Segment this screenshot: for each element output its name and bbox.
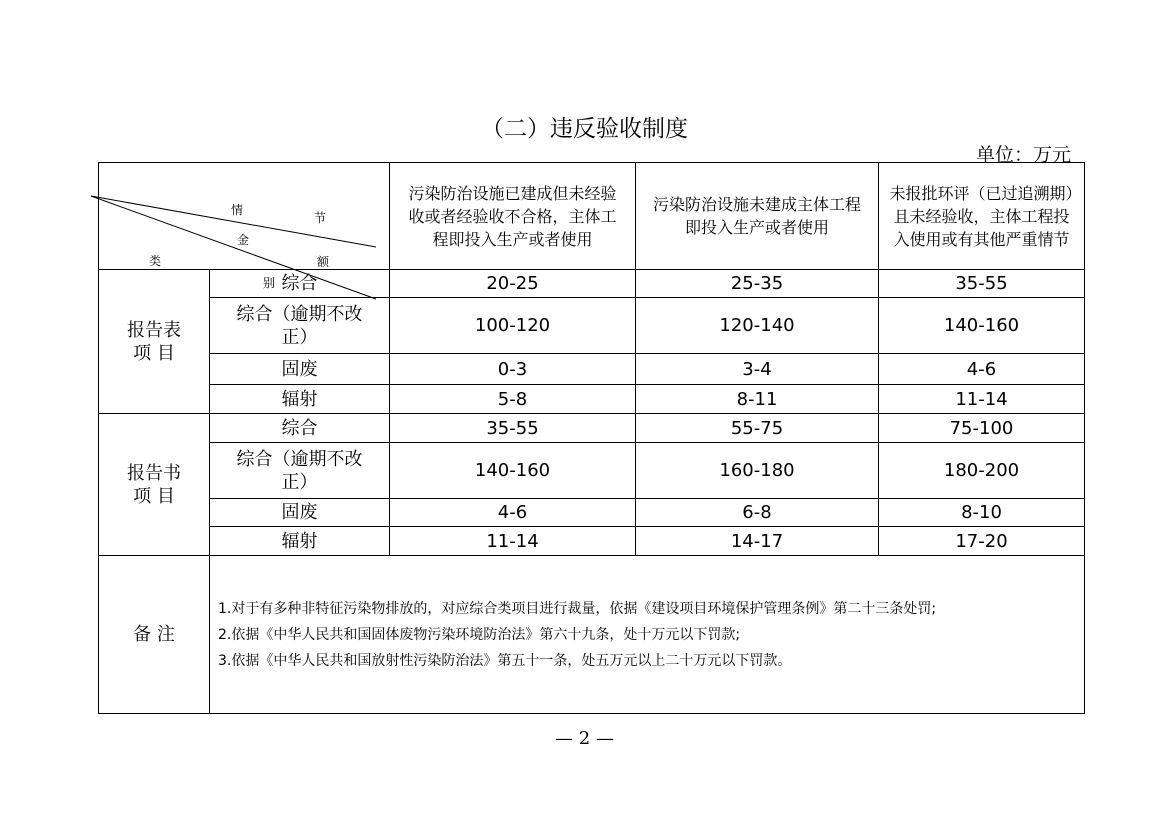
unit-label: 单位：万元 xyxy=(975,144,1071,166)
row-label: 固废 xyxy=(210,499,390,527)
row-label: 固废 xyxy=(210,354,390,385)
penalty-table xyxy=(98,162,1085,714)
value-cell: 17-20 xyxy=(879,527,1085,556)
value-cell: 35-55 xyxy=(879,270,1085,298)
row-label: 辐射 xyxy=(210,527,390,556)
value-cell: 35-55 xyxy=(390,414,636,443)
row-label: 综合 xyxy=(210,270,390,298)
row-label: 综合（逾期不改正） xyxy=(210,443,390,499)
note-item-2: 2.依据《中华人民共和国固体废物污染环境防治法》第六十九条，处十万元以下罚款; xyxy=(218,626,741,643)
value-cell: 6-8 xyxy=(636,499,879,527)
value-cell: 160-180 xyxy=(636,443,879,499)
note-item-1: 1.对于有多种非特征污染物排放的，对应综合类项目进行裁量，依据《建设项目环境保护管理条例》第二十三条处罚; xyxy=(218,600,937,617)
page-number: — 2 — xyxy=(555,728,614,749)
value-cell: 55-75 xyxy=(636,414,879,443)
corner-label-e: 额 xyxy=(317,255,330,269)
value-cell: 4-6 xyxy=(390,499,636,527)
value-cell: 14-17 xyxy=(636,527,879,556)
value-cell: 11-14 xyxy=(390,527,636,556)
diagonal-lines xyxy=(99,163,390,270)
value-cell: 3-4 xyxy=(636,354,879,385)
value-cell: 11-14 xyxy=(879,385,1085,414)
group-label-report-book: 报告书 项 目 xyxy=(99,414,210,556)
row-label: 综合 xyxy=(210,414,390,443)
value-cell: 4-6 xyxy=(879,354,1085,385)
value-cell: 180-200 xyxy=(879,443,1085,499)
page-title: （二）违反验收制度 xyxy=(481,116,688,142)
corner-label-jin: 金 xyxy=(237,233,250,247)
value-cell: 8-11 xyxy=(636,385,879,414)
value-cell: 140-160 xyxy=(390,443,636,499)
value-cell: 120-140 xyxy=(636,298,879,354)
column-header-1: 污染防治设施已建成但未经验收或者经验收不合格，主体工程即投入生产或者使用 xyxy=(390,163,636,270)
value-cell: 5-8 xyxy=(390,385,636,414)
column-header-3: 未报批环评（已过追溯期）且未经验收，主体工程投入使用或有其他严重情节 xyxy=(879,163,1085,270)
group-label-report-form: 报告表 项 目 xyxy=(99,270,210,414)
column-header-2: 污染防治设施未建成主体工程即投入生产或者使用 xyxy=(636,163,879,270)
value-cell: 0-3 xyxy=(390,354,636,385)
notes-body xyxy=(210,556,1085,714)
value-cell: 140-160 xyxy=(879,298,1085,354)
value-cell: 25-35 xyxy=(636,270,879,298)
notes-label: 备 注 xyxy=(99,556,210,714)
corner-label-jie: 节 xyxy=(314,211,327,225)
value-cell: 8-10 xyxy=(879,499,1085,527)
row-label: 辐射 xyxy=(210,385,390,414)
note-item-3: 3.依据《中华人民共和国放射性污染防治法》第五十一条，处五万元以上二十万元以下罚款。 xyxy=(218,652,792,669)
row-label: 综合（逾期不改正） xyxy=(210,298,390,354)
value-cell: 20-25 xyxy=(390,270,636,298)
corner-label-qing: 情 xyxy=(231,203,244,217)
value-cell: 100-120 xyxy=(390,298,636,354)
corner-label-lei: 类 xyxy=(149,254,162,268)
value-cell: 75-100 xyxy=(879,414,1085,443)
corner-label-bie: 别 xyxy=(263,276,276,290)
